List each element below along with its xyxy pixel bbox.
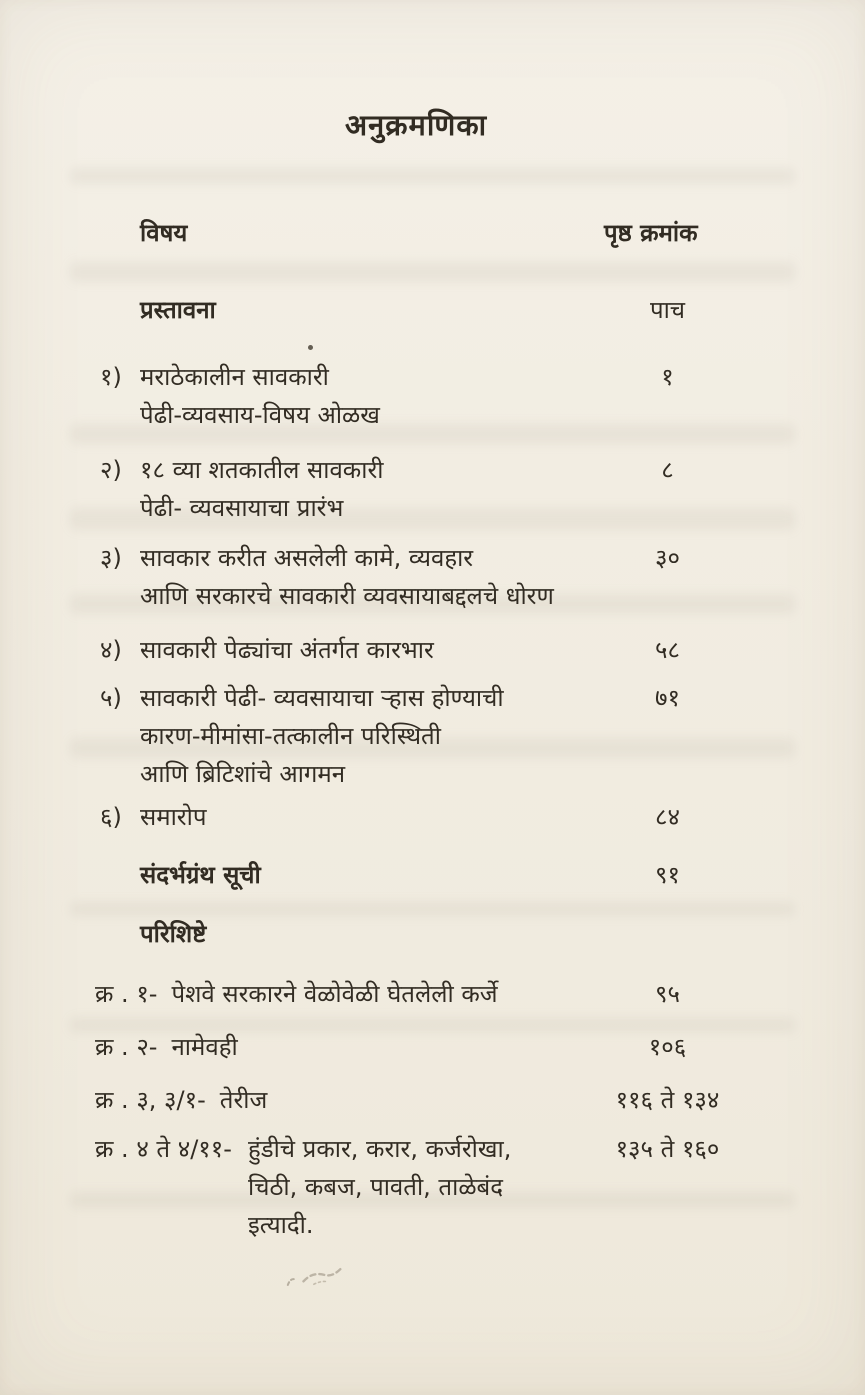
chapter-number: २) — [100, 456, 122, 484]
appendix-entry — [95, 1081, 267, 1119]
chapter-page-number: ८ — [661, 456, 674, 484]
appendix-label: क्र . १- — [95, 980, 158, 1008]
appendix-title-line: चिठी, कबज, पावती, ताळेबंद — [248, 1173, 504, 1201]
chapter-page-number: ३० — [655, 544, 680, 572]
chapter-number: ५) — [100, 684, 122, 712]
chapter-page-number: १ — [661, 363, 674, 391]
chapter-page-number: ५८ — [655, 636, 680, 664]
chapter-title-line: पेढी- व्यवसायाचा प्रारंभ — [140, 494, 344, 522]
appendix-title-line: इत्यादी. — [248, 1211, 314, 1239]
pencil-smudge-artifact — [282, 1257, 351, 1296]
appendix-page-number: ९५ — [655, 980, 680, 1008]
chapter-page-number: ७१ — [655, 684, 680, 712]
chapter-number: १) — [100, 363, 122, 391]
appendix-title: तेरीज — [219, 1086, 268, 1114]
chapter-title — [140, 539, 610, 615]
ink-dot-artifact — [308, 345, 313, 350]
scan-bleed-artifact — [70, 902, 795, 916]
chapter-title-line: पेढी-व्यवसाय-विषय ओळख — [140, 401, 380, 429]
appendix-entry — [95, 975, 498, 1013]
appendix-label: क्र . ३, ३/१- — [95, 1086, 206, 1114]
appendix-page-number: १०६ — [648, 1033, 687, 1061]
chapter-title — [140, 451, 610, 527]
appendices-heading: परिशिष्टे — [140, 920, 207, 948]
scan-bleed-artifact — [70, 262, 795, 282]
appendix-label: क्र . ४ ते ४/११- — [95, 1135, 232, 1163]
chapter-title — [140, 358, 610, 434]
chapter-title-line: मराठेकालीन सावकारी — [140, 363, 329, 391]
chapter-number: ४) — [100, 636, 122, 664]
chapter-title-line: १८ व्या शतकातील सावकारी — [140, 456, 384, 484]
appendix-title: पेशवे सरकारने वेळोवेळी घेतलेली कर्जे — [171, 980, 498, 1008]
column-header-subject: विषय — [140, 219, 188, 247]
appendix-label: क्र . २- — [95, 1033, 158, 1061]
chapter-title-line: कारण-मीमांसा-तत्कालीन परिस्थिती — [140, 722, 441, 750]
preface-label: प्रस्तावना — [140, 296, 216, 324]
appendix-title: नामेवही — [171, 1033, 238, 1061]
chapter-page-number: ८४ — [655, 803, 680, 831]
appendix-title-line: हुंडीचे प्रकार, करार, कर्जरोखा, — [248, 1135, 512, 1163]
column-header-page-number: पृष्ठ क्रमांक — [604, 219, 698, 247]
scan-bleed-artifact — [70, 168, 795, 184]
chapter-number: ६) — [100, 803, 122, 831]
chapter-title-line: आणि ब्रिटिशांचे आगमन — [140, 760, 346, 788]
chapter-title-line: आणि सरकारचे सावकारी व्यवसायाबद्दलचे धोरण — [140, 582, 554, 610]
appendix-page-number: १३५ ते १६० — [615, 1135, 720, 1163]
preface-page-number: पाच — [649, 296, 686, 324]
chapter-title-line: सावकारी पेढी- व्यवसायाचा ऱ्हास होण्याची — [140, 684, 504, 712]
appendix-entry — [95, 1028, 238, 1066]
chapter-title-line: सावकार करीत असलेली कामे, व्यवहार — [140, 544, 474, 572]
bibliography-label: संदर्भग्रंथ सूची — [140, 861, 261, 889]
appendix-title — [248, 1130, 608, 1244]
bibliography-page-number: ९१ — [655, 861, 680, 889]
chapter-title — [140, 631, 610, 669]
chapter-title — [140, 679, 610, 793]
chapter-title-line: समारोप — [140, 803, 207, 831]
page-title: अनुक्रमणिका — [345, 108, 488, 142]
chapter-title-line: सावकारी पेढ्यांचा अंतर्गत कारभार — [140, 636, 434, 664]
chapter-number: ३) — [100, 544, 122, 572]
chapter-title — [140, 798, 610, 836]
appendix-page-number: ११६ ते १३४ — [615, 1086, 720, 1114]
